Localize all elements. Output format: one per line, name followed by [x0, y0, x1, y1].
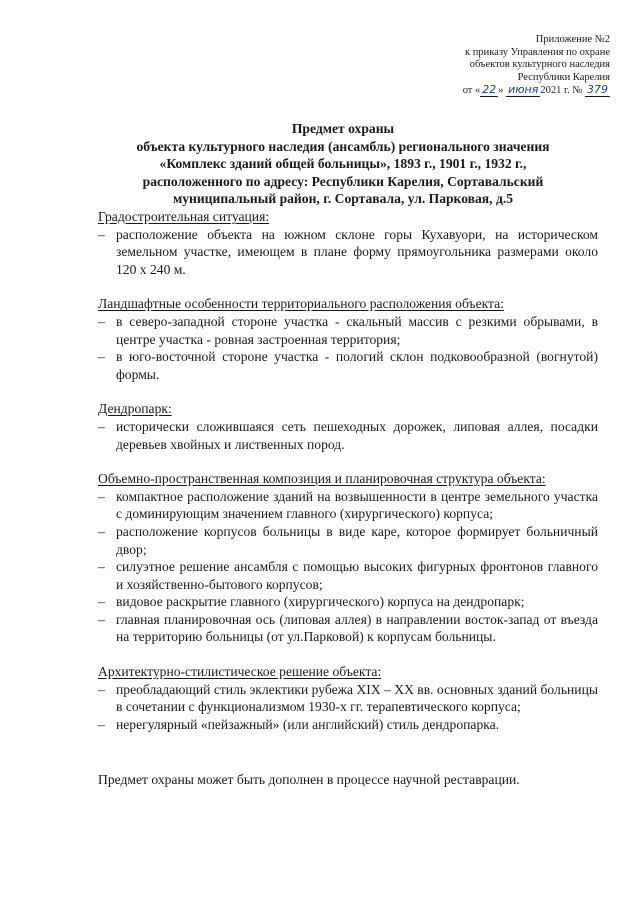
date-year: 2021 г. № [540, 85, 583, 97]
dash-marker: – [98, 488, 105, 504]
list-item-text: в юго-восточной стороне участка - пологий склон подковообразной (вогнутой) формы. [116, 349, 598, 382]
date-prefix: от « [462, 85, 481, 97]
section-dendropark [98, 400, 598, 453]
list-item-text: силуэтное решение ансамбля с помощью высоких фигурных фронтонов главного и хозяйственно-бытового корпусов; [116, 559, 598, 592]
list-item-text: главная планировочная ось (липовая аллея) в направлении восток-запад от въезда на территорию больницы (от ул.Парковой) к корпусам больницы. [116, 611, 598, 645]
document-body [98, 208, 598, 789]
section-urban-situation [98, 208, 598, 278]
title-line: Предмет охраны [291, 121, 395, 136]
document-title [98, 120, 588, 208]
list-item [98, 226, 598, 279]
section-heading: Градостроительная ситуация: [98, 209, 270, 224]
list-item-text: расположение объекта на южном склоне горы Кухавуори, на историческом земельном участке, имеющем в плане форму прямоугольника размерами около 120 х 240 м. [116, 226, 598, 277]
order-number-handwritten: 379 [587, 83, 608, 97]
approval-line: Республики Карелия [517, 71, 610, 83]
list-item-text: компактное расположение зданий на возвышенности в центре земельного участка с доминирующим значением главного (хирургического) корпуса; [116, 488, 598, 522]
section-heading: Архитектурно-стилистическое решение объекта: [98, 664, 382, 680]
approval-date [370, 84, 610, 98]
dash-marker: – [98, 681, 105, 697]
list-item [98, 418, 598, 453]
date-month-handwritten: июня [508, 83, 539, 97]
section-spatial-composition [98, 470, 598, 646]
dash-marker: – [98, 226, 105, 242]
section-heading: Объемно-пространственная композиция и планировочная структура объекта: [98, 471, 546, 487]
approval-line: объектов культурного наследия [469, 59, 610, 71]
list-item-text: видовое раскрытие главного (хирургического) корпуса на дендропарк; [116, 594, 525, 610]
dash-marker: – [98, 559, 105, 575]
dash-marker: – [98, 349, 105, 365]
section-heading: Дендропарк: [98, 401, 172, 417]
list-item [98, 558, 598, 593]
dash-marker: – [98, 594, 105, 610]
list-item [98, 488, 598, 523]
title-line: муниципальный район, г. Сортавала, ул. Парковая, д.5 [172, 191, 514, 207]
title-line: объекта культурного наследия (ансамбль) регионального значения [136, 138, 550, 154]
list-item-text: преобладающий стиль эклектики рубежа XIX – XX вв. основных зданий больницы в сочетании с функционализмом 1930-х гг. терапевтического корпуса; [116, 681, 598, 715]
list-item [98, 681, 598, 716]
list-item [98, 348, 598, 383]
dash-marker: – [98, 523, 105, 539]
section-heading: Ландшафтные особенности территориального расположения объекта: [98, 296, 504, 312]
list-item-text: исторически сложившаяся сеть пешеходных дорожек, липовая аллея, посадки деревьев хвойных и лиственных пород. [116, 418, 598, 452]
list-item [98, 716, 598, 734]
list-item [98, 313, 598, 348]
approval-line: Приложение №2 [535, 34, 610, 45]
list-item-text: в северо-западной стороне участка - скальный массив с резкими обрывами, в центре участка - ровная застроенная территория; [116, 313, 598, 347]
section-landscape [98, 295, 598, 383]
section-architectural-style [98, 663, 598, 733]
approval-line: к приказу Управления по охране [465, 46, 610, 58]
list-item-text: нерегулярный «пейзажный» (или английский) стиль дендропарка. [116, 716, 500, 732]
title-line: расположенного по адресу: Республики Карелия, Сортавальский [142, 173, 544, 189]
list-item [98, 523, 598, 558]
dash-marker: – [98, 611, 105, 627]
date-day-handwritten: 22 [482, 83, 497, 97]
approval-block [370, 34, 610, 98]
dash-marker: – [98, 418, 105, 434]
list-item [98, 611, 598, 646]
dash-marker: – [98, 716, 105, 732]
closing-note: Предмет охраны может быть дополнен в процессе научной реставрации. [98, 772, 520, 788]
dash-marker: – [98, 313, 105, 329]
date-mid: » [498, 85, 504, 97]
list-item [98, 593, 598, 611]
title-line: «Комплекс зданий общей больницы», 1893 г., 1901 г., 1932 г., [159, 156, 527, 172]
list-item-text: расположение корпусов больницы в виде каре, которое формирует больничный двор; [116, 523, 598, 557]
